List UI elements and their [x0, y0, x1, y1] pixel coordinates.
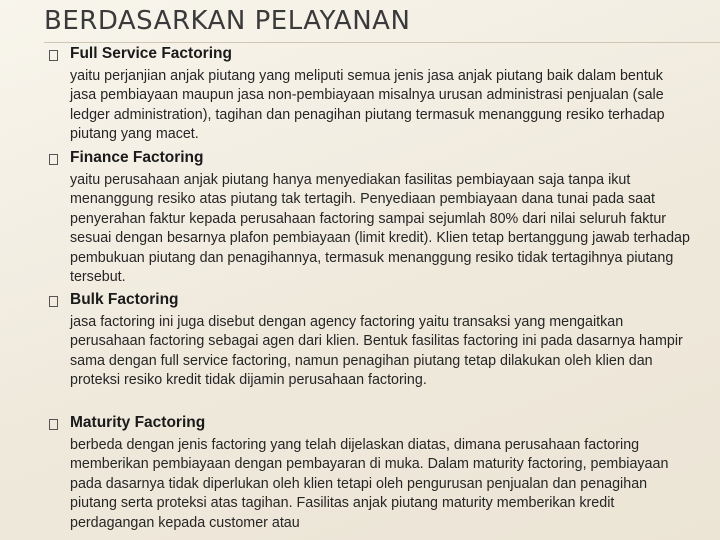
item-title-maturity: Maturity Factoring: [70, 414, 206, 431]
item-desc-maturity: berbeda dengan jenis factoring yang telah dijelaskan diatas, dimana perusahaan factoring memberikan pembiayaan dengan pembayaran di muka. Dalam maturity factoring, pembiayaan pada dasarnya tidak diperlukan oleh klien tetapi oleh pengurusan penjualan dan penagihan piutang serta proteksi atas tagihan. Fasilitas anjak piutang maturity memberikan kredit perdagangan kepada customer atau: [70, 437, 669, 531]
item-title-full-service: Full Service Factoring: [70, 45, 232, 62]
item-desc-full-service: yaitu perjanjian anjak piutang yang meliputi semua jenis jasa anjak piutang baik dalam bentuk jasa pembiayaan maupun jasa non-pembiayaan misalnya urusan administrasi penjualan (sale ledger administration), tagihan dan penagihan piutang termasuk menanggung resiko terhadap piutang yang macet.: [70, 68, 665, 143]
page-title: BERDASARKAN PELAYANAN: [44, 6, 411, 36]
title-divider: [44, 42, 720, 43]
bullet-icon: [49, 296, 58, 307]
item-title-finance: Finance Factoring: [70, 149, 204, 166]
item-desc-bulk: jasa factoring ini juga disebut dengan agency factoring yaitu transaksi yang mengaitkan perusahaan factoring sebagai agen dari klien. Bentuk fasilitas factoring ini pada dasarnya hampir sama dengan full service factoring, namun penagihan piutang tetap dilakukan oleh klien dan proteksi resiko kredit tidak dijamin perusahaan factoring.: [70, 314, 683, 389]
bullet-icon: [49, 419, 58, 430]
item-title-bulk: Bulk Factoring: [70, 291, 179, 308]
item-desc-finance: yaitu perusahaan anjak piutang hanya menyediakan fasilitas pembiayaan saja tanpa ikut menanggung resiko atas piutang tak tertagih. Penyediaan pembiayaan dana tunai pada saat penyerahan faktur kepada perusahaan factoring sampai sejumlah 80% dari nilai seluruh faktur sesuai dengan besarnya plafon pembiayaan (limit kredit). Klien tetap bertanggung jawab terhadap pembukuan piutang dan penagihannya, termasuk menanggung resiko tidak tertagihnya piutang tersebut.: [70, 172, 690, 286]
bullet-icon: [49, 50, 58, 61]
bullet-icon: [49, 154, 58, 165]
